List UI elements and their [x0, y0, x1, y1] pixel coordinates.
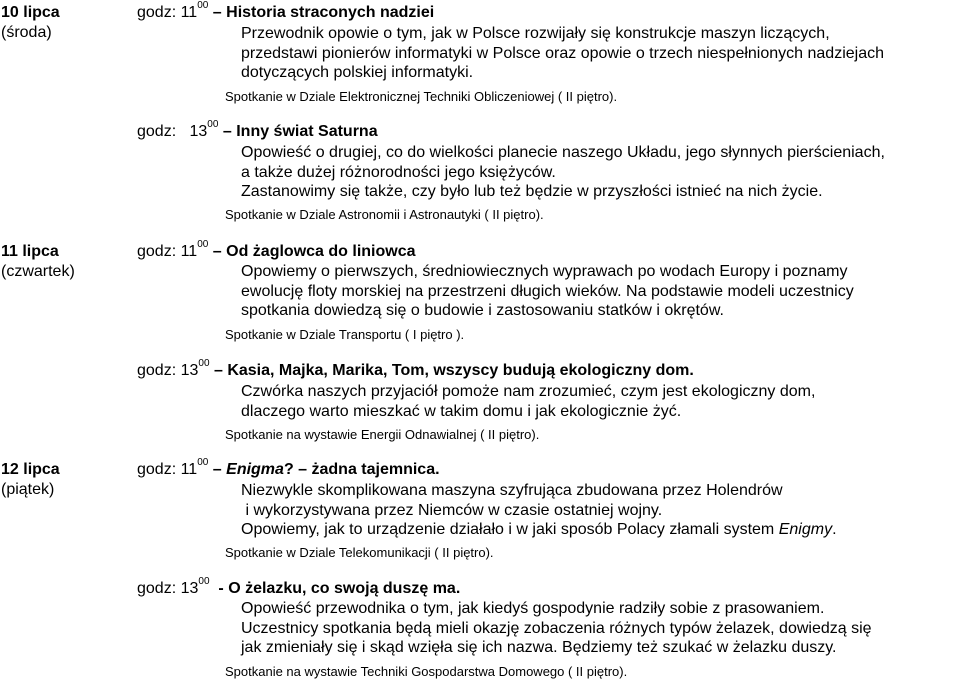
event-time-line — [137, 119, 378, 142]
event-hour: 11 — [180, 243, 198, 260]
event-time-line — [137, 0, 435, 23]
event-hour: 13 — [180, 362, 199, 379]
description-italic: Enigmy — [778, 521, 833, 538]
event-dash: - — [218, 580, 224, 597]
event-time-line — [137, 576, 461, 599]
event-dash: – — [212, 461, 222, 478]
description-line: a także dużej różnorodności jego księżyców. — [241, 163, 556, 181]
event-dash: – — [212, 243, 222, 260]
event-title: Inny świat Saturna — [236, 123, 378, 140]
event-title: Od żaglowca do liniowca — [226, 243, 416, 260]
event-location: Spotkanie w Dziale Elektronicznej Techniki Obliczeniowej ( II piętro). — [225, 89, 618, 104]
event-location: Spotkanie na wystawie Energii Odnawialnej ( II piętro). — [225, 427, 540, 442]
event-title: Kasia, Majka, Marika, Tom, wszyscy budują ekologiczny dom. — [227, 362, 694, 379]
event-description — [241, 262, 854, 321]
event-title: O żelazku, co swoją duszę ma. — [228, 580, 461, 597]
day-label-11-lipca — [1, 242, 75, 282]
day-date: 12 lipca — [1, 461, 60, 478]
event-description — [241, 481, 837, 540]
event-location: Spotkanie na wystawie Techniki Gospodarstwa Domowego ( II piętro). — [225, 664, 628, 679]
godz-label: godz: — [137, 580, 177, 597]
godz-label: godz: — [137, 123, 177, 140]
event-description — [241, 599, 872, 658]
event-location: Spotkanie w Dziale Transportu ( I piętro ). — [225, 327, 465, 342]
event-dash: – — [222, 123, 232, 140]
event-hour: 11 — [180, 461, 198, 478]
day-label-10-lipca — [1, 3, 60, 43]
day-date: 10 lipca — [1, 4, 60, 21]
description-line: i wykorzystywana przez Niemców w czasie ostatniej wojny. — [241, 501, 663, 519]
event-title: Historia straconych nadziei — [226, 4, 435, 21]
description-line: Przewodnik opowie o tym, jak w Polsce rozwijały się konstrukcje maszyn liczących, — [241, 25, 830, 42]
event-title-italic: Enigma — [226, 461, 284, 478]
description-line: Uczestnicy spotkania będą mieli okazję zobaczenia różnych typów żelazek, dowiedzą się — [241, 619, 872, 637]
event-description — [241, 382, 815, 421]
event-description — [241, 143, 885, 202]
event-time-line — [137, 457, 440, 480]
description-line: ewolucję floty morskiej na przestrzeni długich wieków. Na podstawie modeli uczestnicy — [241, 282, 854, 300]
event-minutes: 00 — [198, 358, 210, 369]
godz-label: godz: — [137, 362, 177, 379]
event-hour: 11 — [180, 4, 198, 21]
godz-label: godz: — [137, 4, 177, 21]
description-line: Opowieść o drugiej, co do wielkości planecie naszego Układu, jego słynnych pierścieniach, — [241, 144, 885, 161]
event-hour: 13 — [189, 123, 208, 140]
event-description — [241, 24, 884, 83]
event-title — [226, 461, 439, 478]
godz-label: godz: — [137, 461, 177, 478]
description-line: przedstawi pionierów informatyki w Polsce oraz opowie o trzech niespełnionych nadziejach — [241, 44, 884, 62]
day-weekday: (piątek) — [1, 481, 55, 498]
description-line — [241, 520, 837, 540]
event-time-line — [137, 358, 694, 381]
event-dash: – — [213, 362, 223, 379]
event-minutes: 00 — [197, 0, 209, 11]
event-title-rest: ? – żadna tajemnica. — [283, 461, 440, 478]
description-line: Zastanowimy się także, czy było lub też będzie w przyszłości istnieć na nich życie. — [241, 183, 823, 200]
description-line: Niezwykle skomplikowana maszyna szyfrująca zbudowana przez Holendrów — [241, 482, 783, 499]
event-location: Spotkanie w Dziale Telekomunikacji ( II piętro). — [225, 545, 494, 560]
event-location: Spotkanie w Dziale Astronomii i Astronautyki ( II piętro). — [225, 207, 544, 222]
description-line: spotkania dowiedzą się o budowie i zastosowaniu statków i okrętów. — [241, 302, 724, 319]
event-minutes: 00 — [197, 239, 209, 250]
event-minutes: 00 — [197, 457, 209, 468]
event-time-line — [137, 239, 416, 262]
day-weekday: (środa) — [1, 24, 52, 41]
event-minutes: 00 — [207, 119, 219, 130]
event-hour: 13 — [180, 580, 199, 597]
day-weekday: (czwartek) — [1, 263, 75, 280]
day-label-12-lipca — [1, 460, 60, 500]
description-line: dotyczących polskiej informatyki. — [241, 64, 474, 81]
godz-label: godz: — [137, 243, 177, 260]
description-text: . — [832, 521, 837, 538]
description-line: Czwórka naszych przyjaciół pomoże nam zrozumieć, czym jest ekologiczny dom, — [241, 383, 816, 400]
description-line: jak zmieniały się i skąd wzięła się ich nazwa. Będziemy też szukać w żelazku duszy. — [241, 639, 837, 656]
day-date: 11 lipca — [1, 243, 59, 260]
description-text: Opowiemy, jak to urządzenie działało i w jaki sposób Polacy złamali system — [241, 521, 775, 538]
event-minutes: 00 — [198, 576, 210, 587]
description-line: dlaczego warto mieszkać w takim domu i jak ekologicznie żyć. — [241, 402, 682, 420]
description-line: Opowieść przewodnika o tym, jak kiedyś gospodynie radziły sobie z prasowaniem. — [241, 600, 825, 617]
event-dash: – — [212, 4, 222, 21]
description-line: Opowiemy o pierwszych, średniowiecznych wyprawach po wodach Europy i poznamy — [241, 263, 848, 280]
